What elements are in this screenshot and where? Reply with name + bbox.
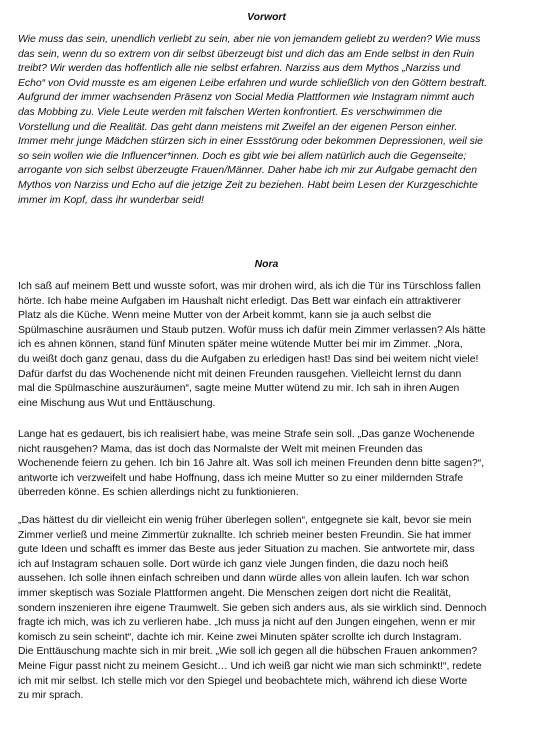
story-paragraph-1: Ich saß auf meinem Bett und wusste sofort, was mir drohen wird, als ich die Tür ins Türschloss fallen hörte. Ich habe meine Aufgaben im Haushalt nicht erledigt. Das Bett war einfach ein attraktiverer Platz als die Küche. Wenn meine Mutter von der Arbeit kommt, kann sie ja auch selbst die Spülmaschine ausräumen und Staub putzen. Wofür muss ich dafür mein Zimmer verlassen? Als hätte ich es ahnen können, stand fünf Minuten später meine wütende Mutter bei mir im Zimmer. „Nora, du weißt doch ganz genau, dass du die Aufgaben zu erledigen hast! Das sind bei weitem nicht viele! Dafür darfst du das Wochenende nicht mit deinen Freunden rausgehen. Vielleicht lernst du dann mal die Spülmaschine auszuräumen“, sagte meine Mutter wütend zu mir. Ich sah in ihren Augen eine Mischung aus Wut und Enttäuschung. [18,281,486,409]
foreword-paragraph: Wie muss das sein, unendlich verliebt zu sein, aber nie von jemandem geliebt zu werden? Wie muss das sein, wenn du so extrem von dir selbst überzeugt bist und dich das am Ende selbst in den Ruin treibt? Wir werden das hoffentlich alle nie selbst erfahren. Narziss aus dem Mythos „Narziss und Echo“ von Ovid musste es am eigenen Leibe erfahren und wurde schließlich von den Göttern bestraft. Aufgrund der immer wachsenden Präsenz von Social Media Plattformen wie Instagram nimmt auch das Mobbing zu. Viele Leute werden mit falschen Werten konfrontiert. Es verschwimmen die Vorstellung und die Realität. Das geht dann meistens mit Zweifel an der eigenen Person einher. Immer mehr junge Mädchen stürzen sich in einer Essstörung oder bekommen Depressionen, weil sie so sein wollen wie die Influencer*innen. Doch es gibt wie bei allem natürlich auch die Gegenseite; arrogante von sich selbst überzeugte Frauen/Männer. Daher habe ich mir zur Aufgabe gemacht den Mythos von Narziss und Echo auf die jetzige Zeit zu beziehen. Habt beim Lesen der Kurzgeschichte immer im Kopf, dass ihr wunderbar seid! [18,34,487,206]
foreword-title: Vorwort [247,12,286,23]
story-paragraph-2: Lange hat es gedauert, bis ich realisiert habe, was meine Strafe sein soll. „Das ganze Wochenende nicht rausgehen? Mama, das ist doch das Normalste der Welt mit meinen Freunden das Wochenende feiern zu gehen. Ich bin 16 Jahre alt. Was soll ich meinen Freunden denn bitte sagen?“, antworte ich verzweifelt und habe Hoffnung, dass ich meine Mutter so zu einer mildernden Strafe überreden könne. Es schien allerdings nicht zu funktionieren. [18,429,485,499]
story-title: Nora [254,259,279,270]
story-paragraph-3: „Das hättest du dir vielleicht ein wenig früher überlegen sollen“, entgegnete sie kalt, bevor sie mein Zimmer verließ und meine Zimmertür zuknallte. Ich schrieb meiner besten Freundin. Sie hat immer gute Ideen und schafft es immer das Beste aus jeder Situation zu machen. Sie antwortete mir, dass ich auf Instagram schauen solle. Dort würde ich ganz viele Jungen finden, die dazu noch heiß aussehen. Ich solle ihnen einfach schreiben und dann würde alles von allein laufen. Ich war schon immer skeptisch was Soziale Plattformen angeht. Die Menschen zeigen dort nicht die Realität, sondern inszenieren ihre eigene Traumwelt. Sie geben sich anders aus, als sie wirklich sind. Dennoch fragte ich mich, was ich zu verlieren habe. „Ich muss ja nicht auf den Jungen eingehen, wenn er mir komisch zu sein scheint“, dachte ich mir. Keine zwei Minuten später scrollte ich durch Instagram. Die Enttäuschung machte sich in mir breit. „Wie soll ich gegen all die hübschen Frauen ankommen? Meine Figur passt nicht zu meinem Gesicht… Und ich weiß gar nicht wie man sich schminkt!“, redete ich mit mir selbst. Ich stelle mich vor den Spiegel und beobachtete mich, während ich diese Worte zu mir sprach. [18,515,487,702]
